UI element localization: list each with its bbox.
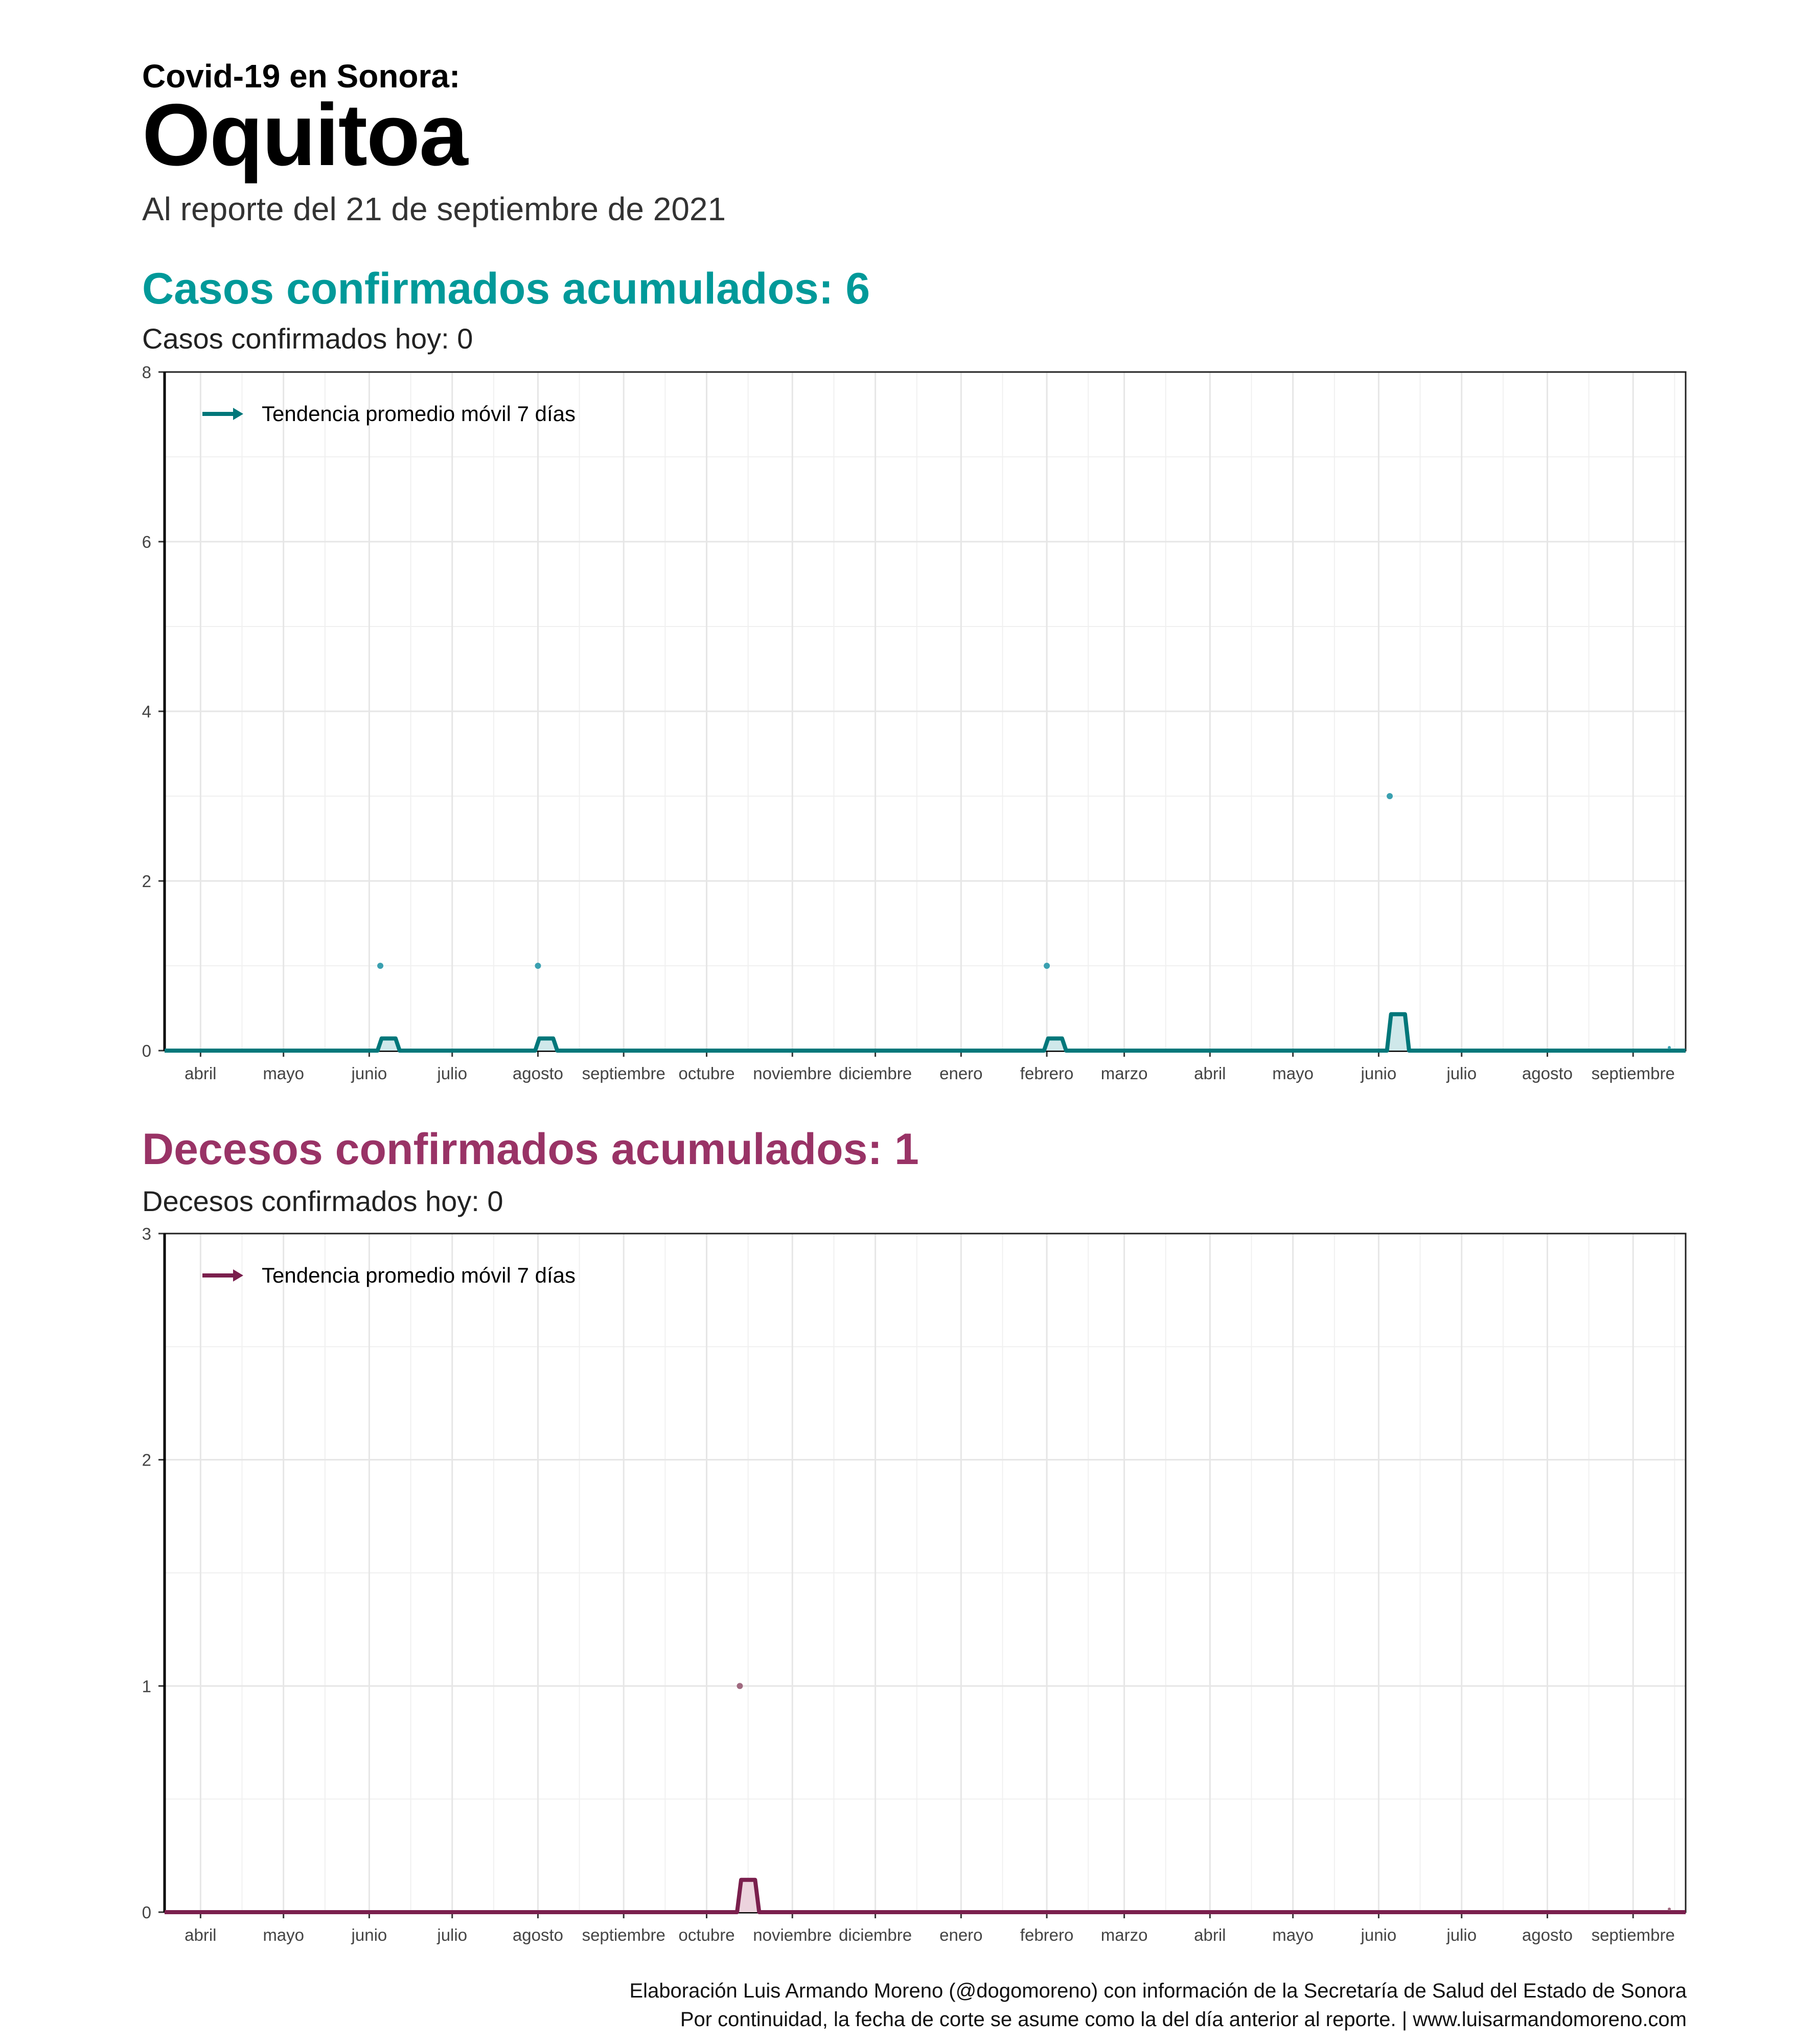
y-tick-label: 4 bbox=[142, 702, 151, 721]
x-tick-label: abril bbox=[1194, 1064, 1226, 1083]
legend-label: Tendencia promedio móvil 7 días bbox=[262, 1263, 576, 1287]
x-tick-label: septiembre bbox=[1591, 1064, 1675, 1083]
daily-point bbox=[1387, 793, 1393, 799]
x-tick-label: enero bbox=[939, 1064, 983, 1083]
x-tick-label: julio bbox=[437, 1064, 468, 1083]
y-tick-label: 2 bbox=[142, 1450, 151, 1470]
x-tick-label: junio bbox=[1361, 1064, 1397, 1083]
x-tick-label: septiembre bbox=[582, 1925, 665, 1944]
x-tick-label: mayo bbox=[1272, 1064, 1314, 1083]
y-tick-label: 0 bbox=[142, 1903, 151, 1922]
legend-label: Tendencia promedio móvil 7 días bbox=[262, 402, 576, 426]
x-tick-label: marzo bbox=[1100, 1064, 1148, 1083]
x-tick-label: diciembre bbox=[839, 1925, 912, 1944]
x-tick-label: mayo bbox=[263, 1064, 305, 1083]
cases-today-subtitle: Casos confirmados hoy: 0 bbox=[142, 322, 473, 355]
x-tick-label: septiembre bbox=[582, 1064, 665, 1083]
x-tick-label: agosto bbox=[512, 1064, 564, 1083]
footer-credit: Elaboración Luis Armando Moreno (@dogomoreno) con información de la Secretaría de Salud del Estado de Sonora bbox=[629, 1980, 1687, 2002]
x-tick-label: junio bbox=[351, 1064, 387, 1083]
x-tick-label: noviembre bbox=[753, 1925, 832, 1944]
daily-point bbox=[535, 963, 541, 969]
x-tick-label: abril bbox=[185, 1064, 217, 1083]
x-tick-label: marzo bbox=[1100, 1925, 1148, 1944]
x-tick-label: agosto bbox=[1522, 1925, 1573, 1944]
x-tick-label: octubre bbox=[678, 1925, 735, 1944]
y-tick-label: 1 bbox=[142, 1677, 151, 1696]
page-title: Oquitoa bbox=[142, 86, 467, 184]
x-tick-label: julio bbox=[1446, 1925, 1477, 1944]
report-date: Al reporte del 21 de septiembre de 2021 bbox=[142, 191, 726, 227]
y-tick-label: 8 bbox=[142, 363, 151, 382]
daily-point bbox=[377, 963, 383, 969]
x-tick-label: octubre bbox=[678, 1064, 735, 1083]
y-tick-label: 6 bbox=[142, 532, 151, 551]
x-tick-label: enero bbox=[939, 1925, 983, 1944]
daily-point bbox=[1668, 1046, 1671, 1049]
deaths-section-title: Decesos confirmados acumulados: 1 bbox=[142, 1125, 919, 1174]
x-tick-label: febrero bbox=[1020, 1064, 1074, 1083]
x-tick-label: agosto bbox=[1522, 1064, 1573, 1083]
y-tick-label: 0 bbox=[142, 1041, 151, 1060]
x-tick-label: mayo bbox=[1272, 1925, 1314, 1944]
y-tick-label: 2 bbox=[142, 872, 151, 891]
trend-line bbox=[165, 1880, 1686, 1912]
x-tick-label: julio bbox=[1446, 1064, 1477, 1083]
y-tick-label: 3 bbox=[142, 1224, 151, 1243]
x-tick-label: junio bbox=[351, 1925, 387, 1944]
x-tick-label: abril bbox=[185, 1925, 217, 1944]
daily-point bbox=[737, 1683, 743, 1689]
cases-chart bbox=[0, 358, 1817, 1083]
x-tick-label: abril bbox=[1194, 1925, 1226, 1944]
legend bbox=[202, 1263, 576, 1287]
legend bbox=[202, 402, 576, 426]
cases-section-title: Casos confirmados acumulados: 6 bbox=[142, 264, 870, 313]
x-tick-label: febrero bbox=[1020, 1925, 1074, 1944]
x-tick-label: septiembre bbox=[1591, 1925, 1675, 1944]
x-tick-label: diciembre bbox=[839, 1064, 912, 1083]
x-tick-label: julio bbox=[437, 1925, 468, 1944]
x-tick-label: agosto bbox=[512, 1925, 564, 1944]
x-tick-label: noviembre bbox=[753, 1064, 832, 1083]
kicker-title: Covid-19 en Sonora: bbox=[142, 58, 461, 95]
x-tick-label: mayo bbox=[263, 1925, 305, 1944]
daily-point bbox=[1668, 1908, 1671, 1911]
deaths-chart bbox=[0, 1219, 1817, 1945]
deaths-today-subtitle: Decesos confirmados hoy: 0 bbox=[142, 1185, 503, 1217]
x-tick-label: junio bbox=[1361, 1925, 1397, 1944]
daily-point bbox=[1044, 963, 1050, 969]
footer-note: Por continuidad, la fecha de corte se asume como la del día anterior al reporte. | www.luisarmandomoreno.com bbox=[680, 2008, 1687, 2031]
